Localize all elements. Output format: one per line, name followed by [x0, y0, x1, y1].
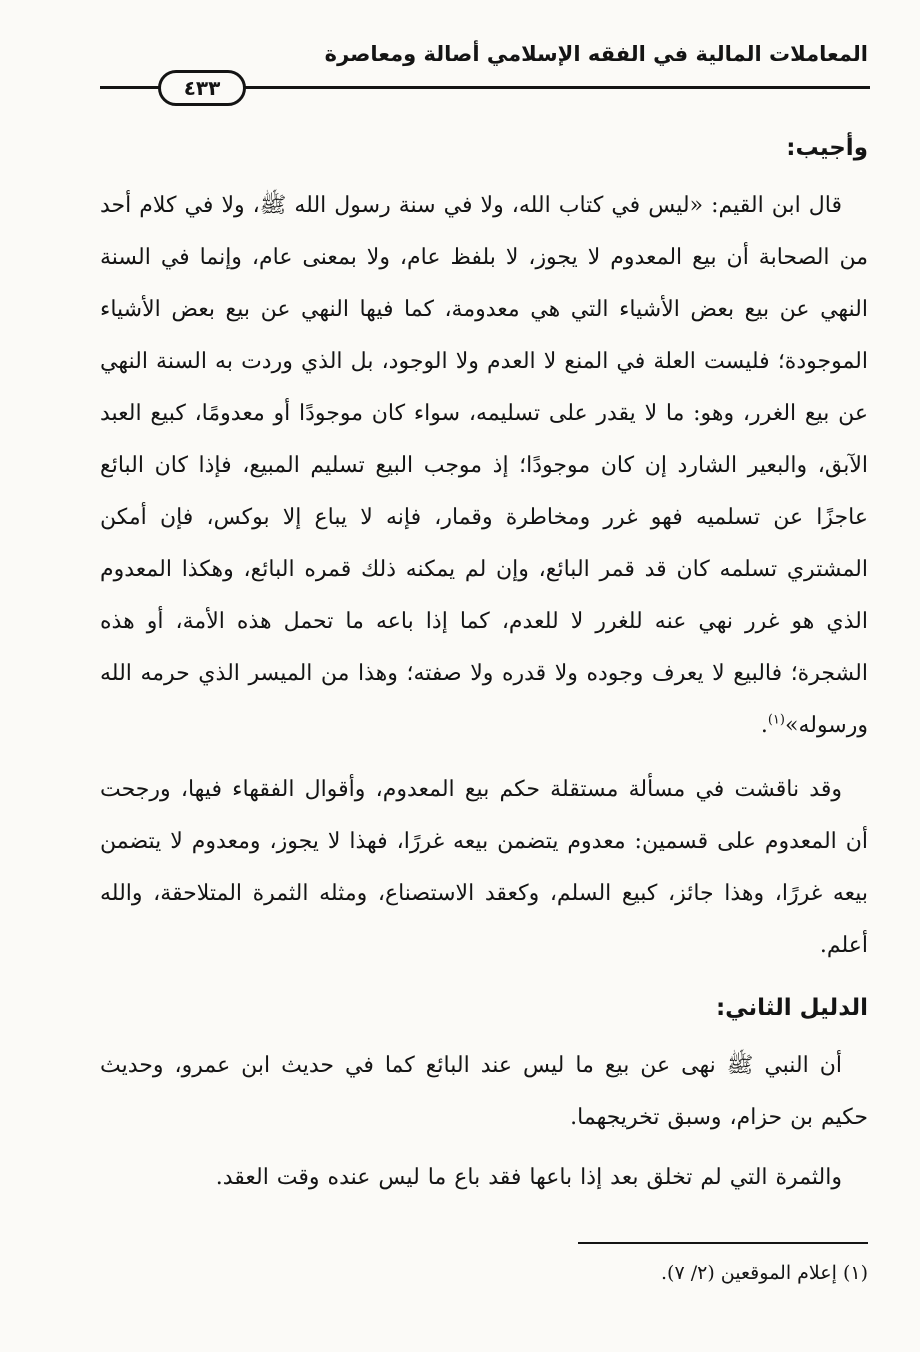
footnote-rule	[578, 1242, 868, 1244]
footnote-reference[interactable]: (١)	[767, 712, 785, 728]
running-title: المعاملات المالية في الفقه الإسلامي أصالة ومعاصرة	[324, 42, 868, 66]
footnote-text: إعلام الموقعين (٢/ ٧).	[661, 1262, 837, 1284]
paragraph-author-discussion: وقد ناقشت في مسألة مستقلة حكم بيع المعدوم، وأقوال الفقهاء فيها، ورجحت أن المعدوم على قسمين: معدوم يتضمن بيعه غررًا، فهذا لا يجوز، ومعدوم لا يتضمن بيعه غررًا، وهذا جائز، كبيع السلم، وكعقد الاستصناع، ومثله الثمرة المتلاحقة، والله أعلم.	[100, 777, 868, 958]
page-body	[100, 124, 868, 1212]
paragraph-prophet-prohibition: أن النبي ﷺ نهى عن بيع ما ليس عند البائع كما في حديث ابن عمرو، وحديث حكيم بن حزام، وسبق تخريجهما.	[100, 1053, 868, 1130]
paragraph-end-mark: .	[760, 713, 768, 738]
heading-second-proof: الدليل الثاني:	[715, 995, 868, 1021]
paragraph-ibn-al-qayyim-quote	[100, 180, 868, 752]
paragraph-text: قال ابن القيم: «ليس في كتاب الله، ولا في سنة رسول الله ﷺ، ولا في كلام أحد من الصحابة أن بيع المعدوم لا يجوز، لا بلفظ عام، ولا بمعنى عام، وإنما في السنة النهي عن بيع بعض الأشياء التي هي معدومة، كما فيها النهي عن بيع بعض الأشياء الموجودة؛ فليست العلة في المنع لا العدم ولا الوجود، بل الذي وردت به السنة النهي عن بيع الغرر، وهو: ما لا يقدر على تسليمه، سواء كان موجودًا أو معدومًا، كبيع العبد الآبق، والبعير الشارد إن كان موجودًا؛ إذ موجب البيع تسليم المبيع، فإذا كان البائع عاجزًا عن تسلميه فهو غرر ومخاطرة وقمار، فإنه لا يباع إلا بوكس، فإن أمكن المشتري تسلمه كان قد قمر البائع، وإن لم يمكنه ذلك قمره البائع، وهكذا المعدوم الذي هو غرر نهي عنه للغرر لا للعدم، كما إذا باعه ما تحمل هذه الأمة، أو هذه الشجرة؛ فالبيع لا يعرف وجوده ولا قدره ولا صفته؛ وهذا من الميسر الذي حرمه الله ورسوله»	[100, 193, 868, 738]
paragraph-fruit-not-yet-created: والثمرة التي لم تخلق بعد إذا باعها فقد باع ما ليس عنده وقت العقد.	[215, 1165, 842, 1190]
heading-answer: وأجيب:	[786, 135, 868, 161]
footnote-item	[100, 1256, 868, 1290]
footnote-marker: (١)	[842, 1262, 868, 1284]
page-number: ٤٣٣	[158, 70, 246, 106]
